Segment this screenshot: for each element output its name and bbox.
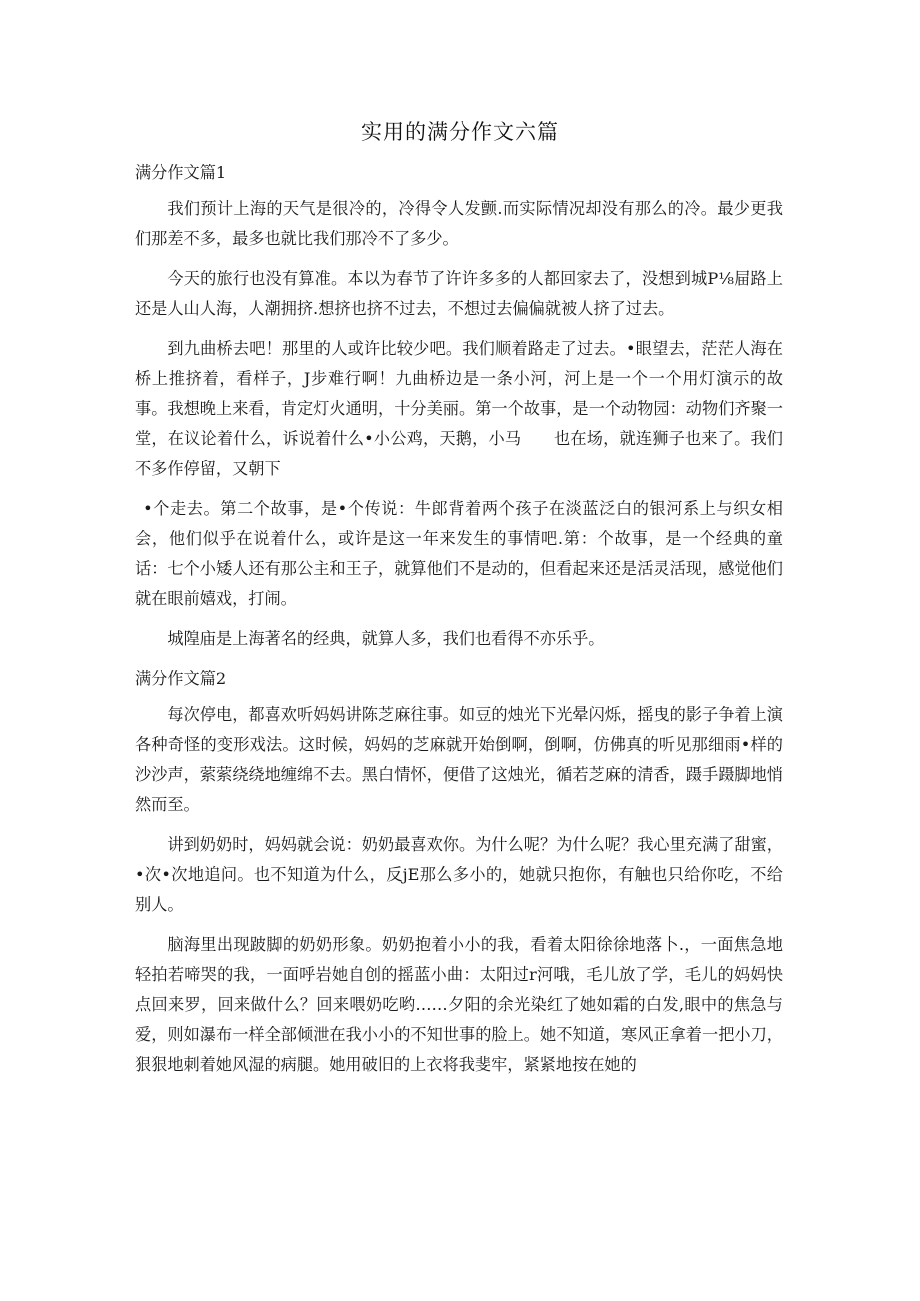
paragraph: 到九曲桥去吧！那里的人或许比较少吧。我们顺着路走了过去。•眼望去，茫茫人海在桥上推挤着，看样子，J步难行啊！九曲桥边是一条小河，河上是一个一个用灯演示的故事。我想晚上来看，肯定灯火通明，十分美丽。第一个故事，是一个动物园：动物们齐聚一堂，在议论着什么，诉说着什么•小公鸡，天鹅，小马 也在场，就连狮子也来了。我们不多作停留，又朝下 — [135, 339, 783, 478]
paragraph: 每次停电，都喜欢听妈妈讲陈芝麻往事。如豆的烛光下光晕闪烁，摇曳的影子争着上演各种奇怪的变形戏法。这时候，妈妈的芝麻就开始倒啊，倒啊，仿佛真的听见那细雨•样的沙沙声，萦萦绕绕地缠绵不去。黑白情怀，便借了这烛光，循若芝麻的清香，蹑手蹑脚地悄然而至。 — [135, 705, 783, 814]
paragraph: 城隍庙是上海著名的经典，就算人多，我们也看得不亦乐乎。 — [167, 629, 605, 648]
section-heading-2: 满分作文篇2 — [135, 669, 227, 688]
paragraph: •个走去。第二个故事，是•个传说：牛郎背着两个孩子在淡蓝泛白的银河系上与织女相会，他们似乎在说着什么，或许是这一年来发生的事情吧.第：个故事，是一个经典的童话：七个小矮人还有那公主和王子，就算他们不是动的，但看起来还是活灵活现，感觉他们就在眼前嬉戏，打闹。 — [135, 499, 783, 608]
section-heading-1: 满分作文篇1 — [135, 163, 227, 182]
paragraph: 脑海里出现跛脚的奶奶形象。奶奶抱着小小的我，看着太阳徐徐地落卜.，一面焦急地轻拍若啼哭的我，一面呼岩她自创的摇蓝小曲：太阳过r河哦，毛儿放了学，毛儿的妈妈快点回来罗，回来做什么？回来喂奶吃哟……夕阳的余光染红了她如霜的白发,眼中的焦急与爱，则如瀑布一样全部倾泄在我小小的不知世事的脸上。她不知道，寒风正拿着一把小刀，狠狠地刺着她风湿的病腿。她用破旧的上衣将我斐牢，紧紧地按在她的 — [135, 935, 783, 1074]
document-body — [135, 158, 783, 1080]
paragraph: 我们预计上海的天气是很冷的，冷得令人发颤.而实际情况却没有那么的冷。最少更我们那差不多，最多也就比我们那冷不了多少。 — [135, 199, 783, 248]
document-title: 实用的满分作文六篇 — [361, 120, 559, 144]
paragraph: 今天的旅行也没有算准。本以为春节了许许多多的人都回家去了，没想到城P⅛屇路上还是人山人海，人潮拥挤.想挤也挤不过去，不想过去偏偏就被人挤了过去。 — [135, 269, 783, 318]
paragraph: 讲到奶奶时，妈妈就会说：奶奶最喜欢你。为什么呢？为什么呢？我心里充满了甜蜜，•次•次地追问。也不知道为什么，反jE那么多小的，她就只抱你，有触也只给你吃，不给别人。 — [135, 835, 783, 914]
